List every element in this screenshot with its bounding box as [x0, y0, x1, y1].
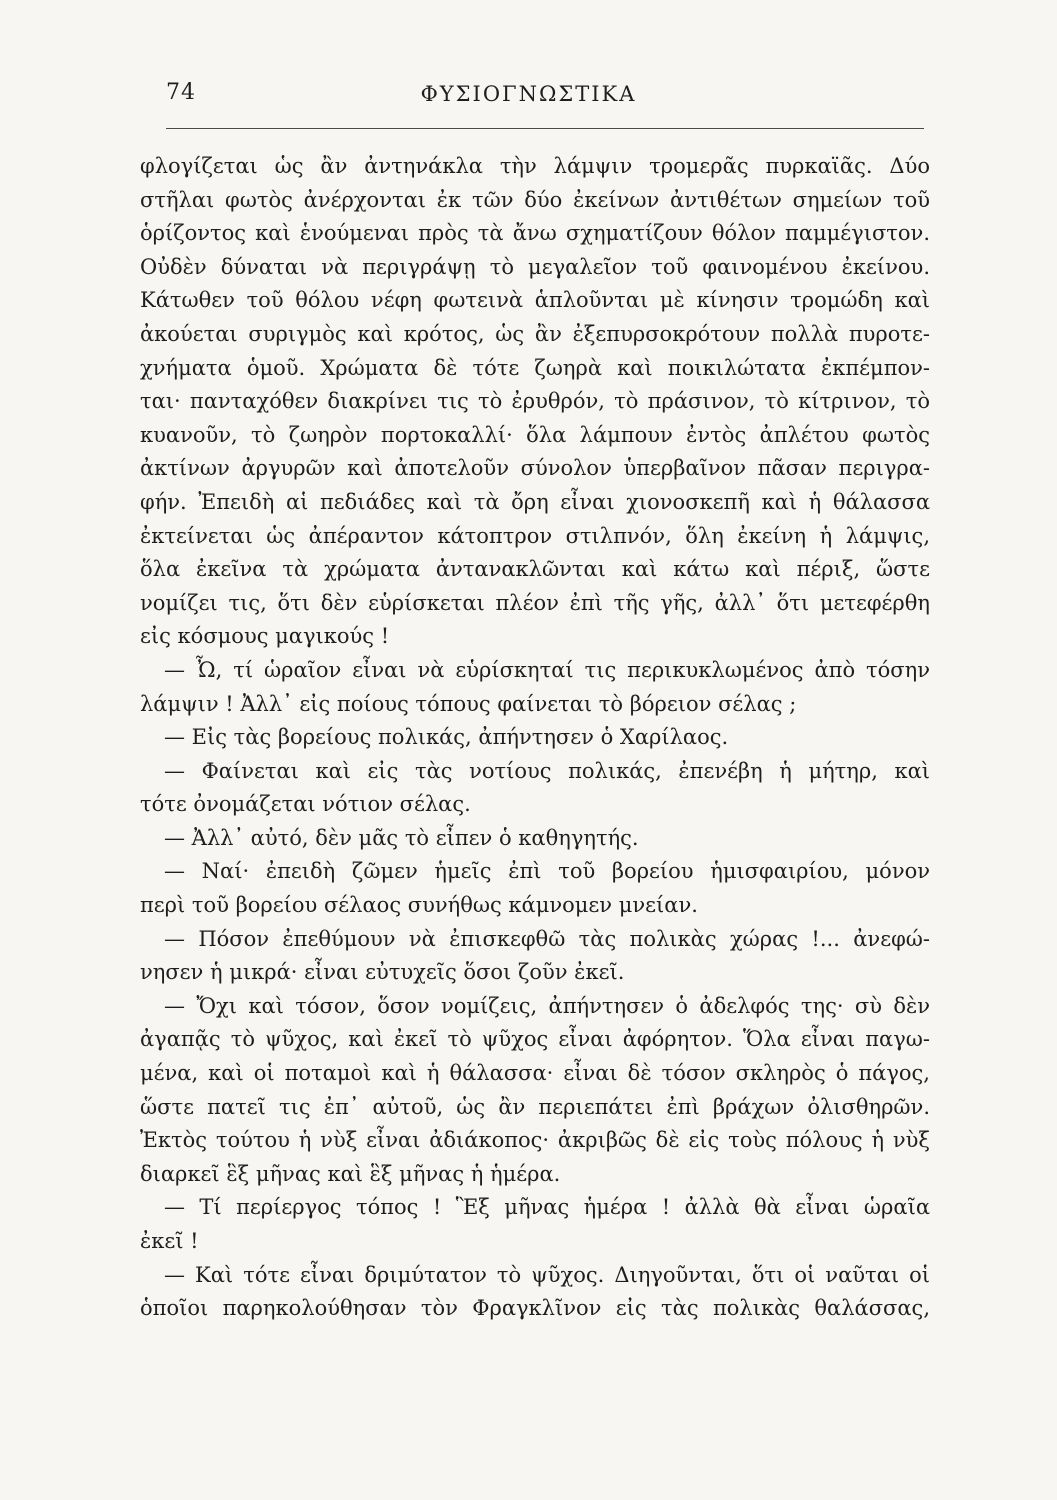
text-line: περὶ τοῦ βορείου σέλαος συνήθως κάμνομεν μνείαν.: [140, 893, 698, 918]
text-line: χνήματα ὁμοῦ. Χρώματα δὲ τότε ζωηρὰ καὶ ποικιλώτατα ἐκπέμπον-: [140, 355, 930, 380]
page-header: [0, 0, 1057, 132]
running-title: ΦΥΣΙΟΓΝΩΣΤΙΚΑ: [420, 82, 637, 106]
text-line: φήν. Ἐπειδὴ αἱ πεδιάδες καὶ τὰ ὄρη εἶναι χιονοσκεπῆ καὶ ἡ θάλασσα: [140, 489, 930, 514]
text-line: νησεν ἡ μικρά· εἶναι εὐτυχεῖς ὅσοι ζοῦν ἐκεῖ.: [140, 960, 625, 985]
text-line: ἐκτείνεται ὡς ἀπέραντον κάτοπτρον στιλπνόν, ὅλη ἐκείνη ἡ λάμψις,: [140, 523, 930, 548]
text-line: ὁποῖοι παρηκολούθησαν τὸν Φραγκλῖνον εἰς τὰς πολικὰς θαλάσσας,: [140, 1296, 930, 1321]
text-line: ὥστε πατεῖ τις ἐπ᾽ αὐτοῦ, ὡς ἂν περιεπάτει ἐπὶ βράχων ὀλισθηρῶν.: [140, 1094, 930, 1119]
text-line: μένα, καὶ οἱ ποταμοὶ καὶ ἡ θάλασσα· εἶναι δὲ τόσον σκληρὸς ὁ πάγος,: [140, 1061, 930, 1086]
text-line: στῆλαι φωτὸς ἀνέρχονται ἐκ τῶν δύο ἐκείνων ἀντιθέτων σημείων τοῦ: [140, 187, 930, 212]
text-line: ὁρίζοντος καὶ ἑνούμεναι πρὸς τὰ ἄνω σχηματίζουν θόλον παμμέγιστον.: [140, 221, 930, 246]
text-line: κυανοῦν, τὸ ζωηρὸν πορτοκαλλί· ὅλα λάμπουν ἐντὸς ἀπλέτου φωτὸς: [140, 422, 930, 447]
text-line: φλογίζεται ὡς ἂν ἀντηνάκλα τὴν λάμψιν τρομερᾶς πυρκαϊᾶς. Δύο: [140, 154, 930, 178]
text-line: λάμψιν ! Ἀλλ᾽ εἰς ποίους τόπους φαίνεται τὸ βόρειον σέλας ;: [140, 691, 797, 716]
text-line: — Ὦ, τί ὡραῖον εἶναι νὰ εὑρίσκηταί τις περικυκλωμένος ἀπὸ τόσην: [164, 657, 930, 682]
page-number: 74: [166, 80, 196, 105]
header-rule: [166, 128, 924, 129]
text-line: — Ὄχι καὶ τόσον, ὅσον νομίζεις, ἀπήντησεν ὁ ἀδελφός της· σὺ δὲν: [164, 993, 930, 1018]
text-line: τότε ὀνομάζεται νότιον σέλας.: [140, 792, 471, 817]
text-line: Κάτωθεν τοῦ θόλου νέφη φωτεινὰ ἁπλοῦνται μὲ κίνησιν τρομώδη καὶ: [140, 288, 930, 313]
text-line: ἀκούεται συριγμὸς καὶ κρότος, ὡς ἂν ἐξεπυρσοκρότουν πολλὰ πυροτε-: [140, 321, 930, 346]
text-line: Ἐκτὸς τούτου ἡ νὺξ εἶναι ἀδιάκοπος· ἀκριβῶς δὲ εἰς τοὺς πόλους ἡ νὺξ: [140, 1128, 930, 1153]
text-line: ἐκεῖ !: [140, 1229, 199, 1253]
text-line: εἰς κόσμους μαγικούς !: [140, 624, 390, 649]
text-line: ἀκτίνων ἀργυρῶν καὶ ἀποτελοῦν σύνολον ὑπερβαῖνον πᾶσαν περιγρα-: [140, 456, 930, 481]
text-line: ται· πανταχόθεν διακρίνει τις τὸ ἐρυθρόν, τὸ πράσινον, τὸ κίτρινον, τὸ: [140, 389, 930, 414]
text-line: — Ναί· ἐπειδὴ ζῶμεν ἡμεῖς ἐπὶ τοῦ βορείου ἡμισφαιρίου, μόνον: [164, 859, 930, 884]
text-line: ὅλα ἐκεῖνα τὰ χρώματα ἀντανακλῶνται καὶ κάτω καὶ πέριξ, ὥστε: [140, 557, 930, 582]
text-line: — Ἀλλ᾽ αὐτό, δὲν μᾶς τὸ εἶπεν ὁ καθηγητής.: [164, 825, 639, 850]
text-line: — Φαίνεται καὶ εἰς τὰς νοτίους πολικάς, ἐπενέβη ἡ μήτηρ, καὶ: [164, 758, 930, 783]
text-line: — Πόσον ἐπεθύμουν νὰ ἐπισκεφθῶ τὰς πολικὰς χώρας !... ἀνεφώ-: [164, 926, 930, 951]
text-line: — Καὶ τότε εἶναι δριμύτατον τὸ ψῦχος. Διηγοῦνται, ὅτι οἱ ναῦται οἱ: [164, 1262, 930, 1287]
text-line: — Τί περίεργος τόπος ! Ἓξ μῆνας ἡμέρα ! ἀλλὰ θὰ εἶναι ὡραῖα: [164, 1195, 930, 1220]
text-line: διαρκεῖ ἓξ μῆνας καὶ ἓξ μῆνας ἡ ἡμέρα.: [140, 1161, 561, 1186]
text-line: νομίζει τις, ὅτι δὲν εὑρίσκεται πλέον ἐπὶ τῆς γῆς, ἀλλ᾽ ὅτι μετεφέρθη: [140, 590, 930, 615]
text-line: — Εἰς τὰς βορείους πολικάς, ἀπήντησεν ὁ Χαρίλαος.: [164, 725, 729, 750]
text-line: ἀγαπᾷς τὸ ψῦχος, καὶ ἐκεῖ τὸ ψῦχος εἶναι ἀφόρητον. Ὅλα εἶναι παγω-: [140, 1027, 930, 1052]
body-text: [140, 150, 930, 1326]
text-line: Οὐδὲν δύναται νὰ περιγράψῃ τὸ μεγαλεῖον τοῦ φαινομένου ἐκείνου.: [140, 254, 930, 279]
